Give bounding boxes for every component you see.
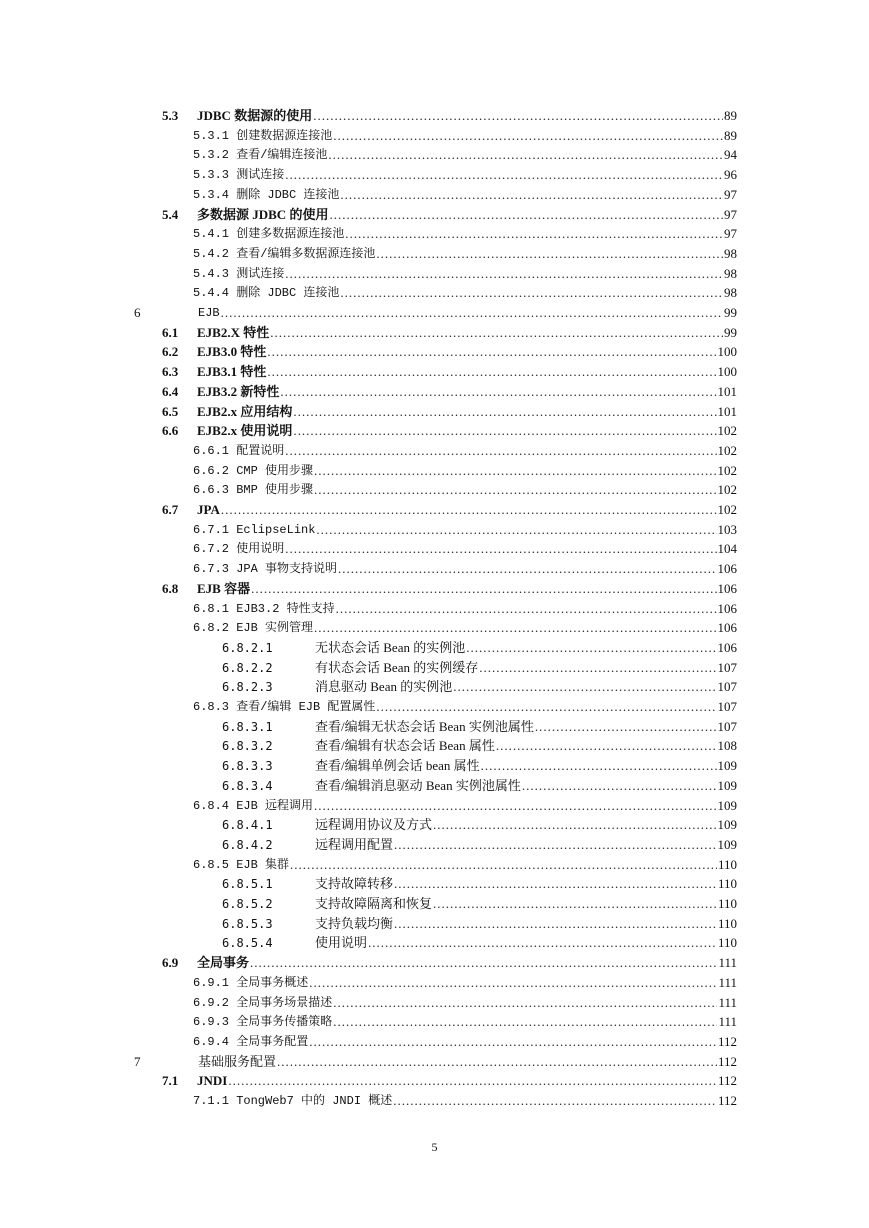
toc-entry[interactable] bbox=[193, 537, 737, 557]
toc-dot-leader bbox=[293, 404, 716, 420]
toc-dot-leader bbox=[394, 876, 717, 892]
toc-entry-number: 6.8.3.2 bbox=[222, 739, 273, 754]
toc-dot-leader bbox=[328, 147, 723, 163]
toc-dot-leader bbox=[309, 975, 717, 991]
toc-entry-page: 102 bbox=[717, 502, 737, 517]
toc-entry[interactable] bbox=[162, 419, 737, 439]
toc-entry-title: 6.7.1 EclipseLink bbox=[193, 522, 316, 537]
toc-entry-number: 6.8.5.1 bbox=[222, 877, 273, 892]
toc-dot-leader bbox=[293, 423, 716, 439]
toc-entry-title: 6.8.1 EJB3.2 特性支持 bbox=[193, 601, 335, 616]
toc-dot-leader bbox=[280, 384, 716, 400]
toc-entry-title: EJB 容器 bbox=[197, 580, 251, 596]
toc-dot-leader bbox=[285, 443, 716, 459]
toc-entry[interactable] bbox=[193, 478, 737, 498]
toc-entry[interactable] bbox=[193, 794, 737, 814]
toc-entry[interactable] bbox=[162, 1069, 737, 1089]
toc-dot-leader bbox=[221, 502, 717, 518]
toc-entry-title: 6.9.1 全局事务概述 bbox=[193, 975, 309, 990]
toc-entry-number: 6.7 bbox=[162, 502, 179, 517]
toc-entry-title: 支持故障隔离和恢复 bbox=[315, 896, 433, 911]
toc-dot-leader bbox=[314, 620, 716, 636]
toc-entry-page: 109 bbox=[717, 777, 737, 793]
toc-entry-page: 89 bbox=[724, 127, 737, 143]
toc-dot-leader bbox=[522, 778, 717, 794]
toc-entry[interactable] bbox=[222, 774, 737, 794]
toc-entry-title: 6.8.4 EJB 远程调用 bbox=[193, 798, 314, 813]
toc-entry-number: 6.8.2.3 bbox=[222, 680, 273, 695]
toc-entry-title: 5.4.2 查看/编辑多数据源连接池 bbox=[193, 246, 376, 261]
toc-dot-leader bbox=[466, 640, 716, 656]
toc-entry-title: 查看/编辑消息驱动 Bean 实例池属性 bbox=[315, 777, 521, 793]
toc-dot-leader bbox=[345, 226, 723, 242]
toc-entry-page: 109 bbox=[717, 836, 737, 852]
toc-entry[interactable] bbox=[222, 833, 737, 853]
toc-dot-leader bbox=[313, 108, 723, 124]
toc-entry-title: 5.4.1 创建多数据源连接池 bbox=[193, 227, 345, 242]
toc-entry-page: 112 bbox=[717, 1073, 737, 1089]
toc-entry[interactable] bbox=[193, 262, 737, 282]
toc-entry-title: 无状态会话 Bean 的实例池 bbox=[315, 639, 466, 655]
toc-entry-title: 多数据源 JDBC 的使用 bbox=[197, 206, 329, 222]
toc-entry-page: 96 bbox=[724, 167, 737, 183]
toc-dot-leader bbox=[228, 1073, 717, 1089]
toc-dot-leader bbox=[221, 305, 723, 321]
toc-entry-page: 103 bbox=[717, 521, 737, 537]
toc-entry-page: 89 bbox=[724, 108, 737, 123]
toc-entry-page: 110 bbox=[717, 935, 737, 951]
toc-dot-leader bbox=[340, 285, 723, 301]
toc-entry-title: EJB2.x 使用说明 bbox=[197, 423, 293, 439]
toc-entry-title: 6.6.1 配置说明 bbox=[193, 443, 285, 458]
toc-entry-page: 111 bbox=[718, 974, 737, 990]
toc-entry-title: EJB2.X 特性 bbox=[197, 324, 270, 340]
toc-entry[interactable] bbox=[222, 912, 737, 932]
toc-entry[interactable] bbox=[193, 557, 737, 577]
toc-entry-number: 6.3 bbox=[162, 364, 179, 380]
toc-entry-page: 106 bbox=[717, 620, 737, 636]
toc-entry[interactable] bbox=[193, 163, 737, 183]
toc-dot-leader bbox=[433, 896, 717, 912]
toc-entry-title: EJB3.1 特性 bbox=[197, 364, 267, 380]
toc-dot-leader bbox=[433, 817, 716, 833]
toc-dot-leader bbox=[333, 128, 723, 144]
toc-entry[interactable] bbox=[134, 301, 737, 321]
toc-entry[interactable] bbox=[193, 439, 737, 459]
toc-entry-page: 107 bbox=[717, 699, 737, 714]
toc-entry-title: 查看/编辑有状态会话 Bean 属性 bbox=[315, 738, 495, 754]
toc-entry-title: EJB3.2 新特性 bbox=[197, 383, 280, 399]
toc-entry-page: 101 bbox=[717, 403, 737, 419]
toc-entry-page: 98 bbox=[724, 245, 737, 261]
toc-entry-page: 102 bbox=[717, 423, 737, 439]
toc-entry-number: 6.8.5.2 bbox=[222, 897, 273, 911]
toc-entry[interactable] bbox=[162, 951, 737, 971]
toc-entry[interactable] bbox=[222, 656, 737, 676]
toc-entry-number: 6.8.3.3 bbox=[222, 759, 273, 774]
toc-entry[interactable] bbox=[222, 636, 737, 656]
toc-entry-title: EJB3.0 特性 bbox=[197, 344, 267, 360]
toc-entry-page: 109 bbox=[717, 797, 737, 813]
toc-entry-title: 支持故障转移 bbox=[315, 876, 394, 892]
toc-entry[interactable] bbox=[193, 459, 737, 479]
toc-dot-leader bbox=[290, 857, 717, 873]
toc-entry-title: 使用说明 bbox=[315, 935, 368, 951]
toc-entry-page: 108 bbox=[717, 738, 737, 754]
toc-entry[interactable] bbox=[222, 754, 737, 774]
toc-entry[interactable] bbox=[134, 1050, 737, 1070]
toc-entry[interactable] bbox=[162, 498, 737, 518]
toc-entry-title: 支持负载均衡 bbox=[315, 915, 394, 931]
toc-entry-number: 5.3 bbox=[162, 108, 179, 123]
toc-dot-leader bbox=[251, 581, 716, 597]
toc-entry-page: 97 bbox=[724, 206, 737, 222]
toc-entry[interactable] bbox=[222, 734, 737, 754]
toc-entry-page: 98 bbox=[724, 285, 737, 301]
toc-entry-title: 6.6.3 BMP 使用步骤 bbox=[193, 483, 314, 498]
page-number: 5 bbox=[431, 1140, 438, 1154]
toc-entry-title: 6.8.5 EJB 集群 bbox=[193, 857, 290, 872]
toc-entry-title: EJB bbox=[198, 306, 220, 320]
toc-entry-page: 107 bbox=[717, 718, 737, 734]
toc-entry-page: 112 bbox=[717, 1033, 737, 1049]
toc-entry[interactable] bbox=[222, 675, 737, 695]
toc-entry-page: 112 bbox=[717, 1093, 737, 1108]
toc-entry-title: 6.7.2 使用说明 bbox=[193, 542, 285, 557]
toc-entry-title: 5.3.3 测试连接 bbox=[193, 168, 285, 183]
toc-dot-leader bbox=[376, 246, 723, 262]
toc-entry[interactable] bbox=[193, 281, 737, 301]
toc-entry-number: 6.1 bbox=[162, 324, 179, 340]
toc-dot-leader bbox=[314, 482, 716, 498]
toc-entry[interactable] bbox=[162, 380, 737, 400]
toc-entry-title: 远程调用协议及方式 bbox=[315, 817, 433, 833]
toc-entry-page: 97 bbox=[724, 186, 737, 202]
toc-entry[interactable] bbox=[162, 360, 737, 380]
toc-entry-number: 6.8.4.1 bbox=[222, 818, 273, 833]
toc-entry-page: 104 bbox=[717, 541, 737, 557]
toc-entry-title: 6.9.3 全局事务传播策略 bbox=[193, 1015, 333, 1030]
toc-entry-title: JNDI bbox=[197, 1073, 228, 1089]
toc-entry[interactable] bbox=[222, 892, 737, 912]
toc-entry[interactable] bbox=[193, 991, 737, 1011]
toc-dot-leader bbox=[329, 207, 723, 223]
toc-dot-leader bbox=[314, 463, 716, 479]
toc-dot-leader bbox=[368, 935, 717, 951]
toc-entry-number: 6.8.4.2 bbox=[222, 837, 273, 852]
toc-entry-page: 99 bbox=[724, 324, 737, 340]
toc-dot-leader bbox=[340, 187, 723, 203]
toc-entry-title: 全局事务 bbox=[197, 955, 250, 971]
toc-entry-page: 102 bbox=[717, 462, 737, 478]
toc-entry-title: 6.8.3 查看/编辑 EJB 配置属性 bbox=[193, 700, 376, 714]
toc-entry[interactable] bbox=[193, 971, 737, 991]
toc-entry-title: 远程调用配置 bbox=[315, 836, 394, 852]
toc-entry[interactable] bbox=[162, 340, 737, 360]
toc-entry-number: 6.9 bbox=[162, 955, 179, 971]
toc-entry-page: 94 bbox=[724, 147, 737, 163]
toc-entry-title: 基础服务配置 bbox=[198, 1053, 277, 1069]
toc-entry-title: 6.8.2 EJB 实例管理 bbox=[193, 621, 314, 636]
toc-entry-page: 107 bbox=[717, 659, 737, 675]
toc-entry[interactable] bbox=[193, 695, 737, 715]
toc-entry-number: 6.8.2.1 bbox=[222, 640, 273, 655]
toc-entry-number: 6.6 bbox=[162, 423, 179, 439]
toc-dot-leader bbox=[479, 660, 716, 676]
toc-entry-number: 6.8.3.4 bbox=[222, 778, 273, 793]
toc-dot-leader bbox=[376, 699, 716, 715]
toc-entry[interactable] bbox=[193, 597, 737, 617]
toc-entry-number: 6.4 bbox=[162, 383, 179, 399]
toc-entry-number: 5.4 bbox=[162, 206, 179, 222]
toc-entry[interactable] bbox=[193, 1030, 737, 1050]
toc-entry-title: 消息驱动 Bean 的实例池 bbox=[315, 679, 453, 695]
toc-entry-page: 106 bbox=[717, 561, 737, 577]
toc-entry[interactable] bbox=[162, 577, 737, 597]
toc-entry-page: 100 bbox=[717, 344, 737, 360]
toc-entry[interactable] bbox=[162, 104, 737, 124]
toc-dot-leader bbox=[496, 738, 717, 754]
toc-entry-page: 111 bbox=[718, 955, 737, 971]
toc-dot-leader bbox=[333, 995, 717, 1011]
toc-entry-number: 6.8.5.4 bbox=[222, 936, 273, 951]
toc-dot-leader bbox=[314, 798, 716, 814]
toc-dot-leader bbox=[393, 1093, 717, 1109]
toc-entry-page: 97 bbox=[724, 226, 737, 242]
toc-entry-title: 6.9.2 全局事务场景描述 bbox=[193, 995, 333, 1010]
toc-entry[interactable] bbox=[162, 321, 737, 341]
toc-entry[interactable] bbox=[193, 143, 737, 163]
toc-entry-number: 6.5 bbox=[162, 403, 179, 419]
toc-dot-leader bbox=[277, 1054, 717, 1070]
toc-entry-page: 110 bbox=[717, 915, 737, 931]
toc-entry-title: 7.1.1 TongWeb7 中的 JNDI 概述 bbox=[193, 1094, 393, 1108]
toc-entry[interactable] bbox=[193, 1089, 737, 1109]
toc-dot-leader bbox=[336, 601, 717, 617]
toc-entry-title: 查看/编辑单例会话 bean 属性 bbox=[315, 758, 480, 774]
toc-entry[interactable] bbox=[193, 1010, 737, 1030]
toc-entry-page: 109 bbox=[717, 758, 737, 774]
toc-entry-number: 6.8.3.1 bbox=[222, 719, 273, 734]
toc-entry[interactable] bbox=[162, 203, 737, 223]
toc-entry-page: 98 bbox=[724, 265, 737, 281]
toc-entry-title: JPA bbox=[197, 502, 220, 517]
toc-entry-page: 110 bbox=[717, 856, 737, 872]
toc-entry-number: 6.8.5.3 bbox=[222, 916, 273, 931]
toc-entry-title: 5.3.1 创建数据源连接池 bbox=[193, 128, 333, 143]
toc-entry-number: 6.2 bbox=[162, 344, 179, 360]
toc-entry-page: 111 bbox=[718, 1014, 737, 1030]
toc-dot-leader bbox=[338, 561, 716, 577]
toc-entry-page: 112 bbox=[717, 1053, 737, 1069]
toc-entry-title: 5.3.4 删除 JDBC 连接池 bbox=[193, 187, 340, 202]
toc-entry-number: 7.1 bbox=[162, 1073, 179, 1089]
toc-entry-page: 106 bbox=[717, 639, 737, 655]
toc-entry-page: 100 bbox=[717, 364, 737, 380]
toc-dot-leader bbox=[270, 325, 723, 341]
toc-dot-leader bbox=[267, 344, 716, 360]
toc-dot-leader bbox=[309, 1034, 717, 1050]
toc-entry-title: 5.3.2 查看/编辑连接池 bbox=[193, 148, 328, 163]
toc-entry[interactable] bbox=[193, 518, 737, 538]
toc-entry-page: 106 bbox=[717, 600, 737, 616]
toc-entry-title: 6.9.4 全局事务配置 bbox=[193, 1034, 309, 1049]
toc-dot-leader bbox=[453, 679, 716, 695]
toc-dot-leader bbox=[250, 955, 717, 971]
toc-dot-leader bbox=[394, 837, 716, 853]
toc-dot-leader bbox=[285, 167, 723, 183]
toc-entry[interactable] bbox=[193, 183, 737, 203]
toc-dot-leader bbox=[316, 522, 716, 538]
toc-entry-title: JDBC 数据源的使用 bbox=[197, 108, 313, 123]
toc-entry[interactable] bbox=[193, 222, 737, 242]
toc-entry[interactable] bbox=[193, 124, 737, 144]
toc-entry-page: 102 bbox=[717, 442, 737, 458]
toc-entry-page: 99 bbox=[724, 305, 737, 320]
toc-entry[interactable] bbox=[222, 931, 737, 951]
toc-entry[interactable] bbox=[193, 242, 737, 262]
toc-entry-number: 6.8.2.2 bbox=[222, 660, 273, 675]
toc-entry-title: EJB2.x 应用结构 bbox=[197, 403, 293, 419]
toc-entry-title: 5.4.4 删除 JDBC 连接池 bbox=[193, 286, 340, 301]
toc-entry-title: 6.7.3 JPA 事物支持说明 bbox=[193, 562, 338, 577]
toc-entry-title: 有状态会话 Bean 的实例缓存 bbox=[315, 659, 479, 675]
toc-dot-leader bbox=[481, 758, 717, 774]
toc-dot-leader bbox=[535, 719, 717, 735]
toc-entry-title: 6.6.2 CMP 使用步骤 bbox=[193, 463, 314, 478]
toc-entry-page: 107 bbox=[717, 679, 737, 695]
toc-entry-page: 106 bbox=[717, 580, 737, 596]
toc-entry-number: 6.8 bbox=[162, 580, 179, 596]
toc-dot-leader bbox=[285, 266, 723, 282]
toc-entry-page: 111 bbox=[718, 994, 737, 1010]
toc-entry-title: 查看/编辑无状态会话 Bean 实例池属性 bbox=[315, 718, 534, 734]
toc-entry[interactable] bbox=[193, 616, 737, 636]
toc-dot-leader bbox=[333, 1014, 717, 1030]
toc-entry-page: 101 bbox=[717, 383, 737, 399]
toc-entry[interactable] bbox=[222, 872, 737, 892]
toc-dot-leader bbox=[285, 541, 716, 557]
toc-entry-page: 109 bbox=[717, 817, 737, 833]
toc-entry-title: 5.4.3 测试连接 bbox=[193, 266, 285, 281]
toc-entry[interactable] bbox=[193, 853, 737, 873]
toc-entry-number: 6 bbox=[134, 305, 141, 320]
toc-entry-page: 110 bbox=[717, 876, 737, 892]
toc-entry-page: 110 bbox=[717, 896, 737, 911]
toc-entry[interactable] bbox=[222, 715, 737, 735]
toc-dot-leader bbox=[267, 364, 716, 380]
toc-dot-leader bbox=[394, 916, 717, 932]
toc-entry[interactable] bbox=[162, 400, 737, 420]
toc-entry-number: 7 bbox=[134, 1053, 141, 1069]
toc-entry[interactable] bbox=[222, 813, 737, 833]
toc-entry-page: 102 bbox=[717, 482, 737, 498]
